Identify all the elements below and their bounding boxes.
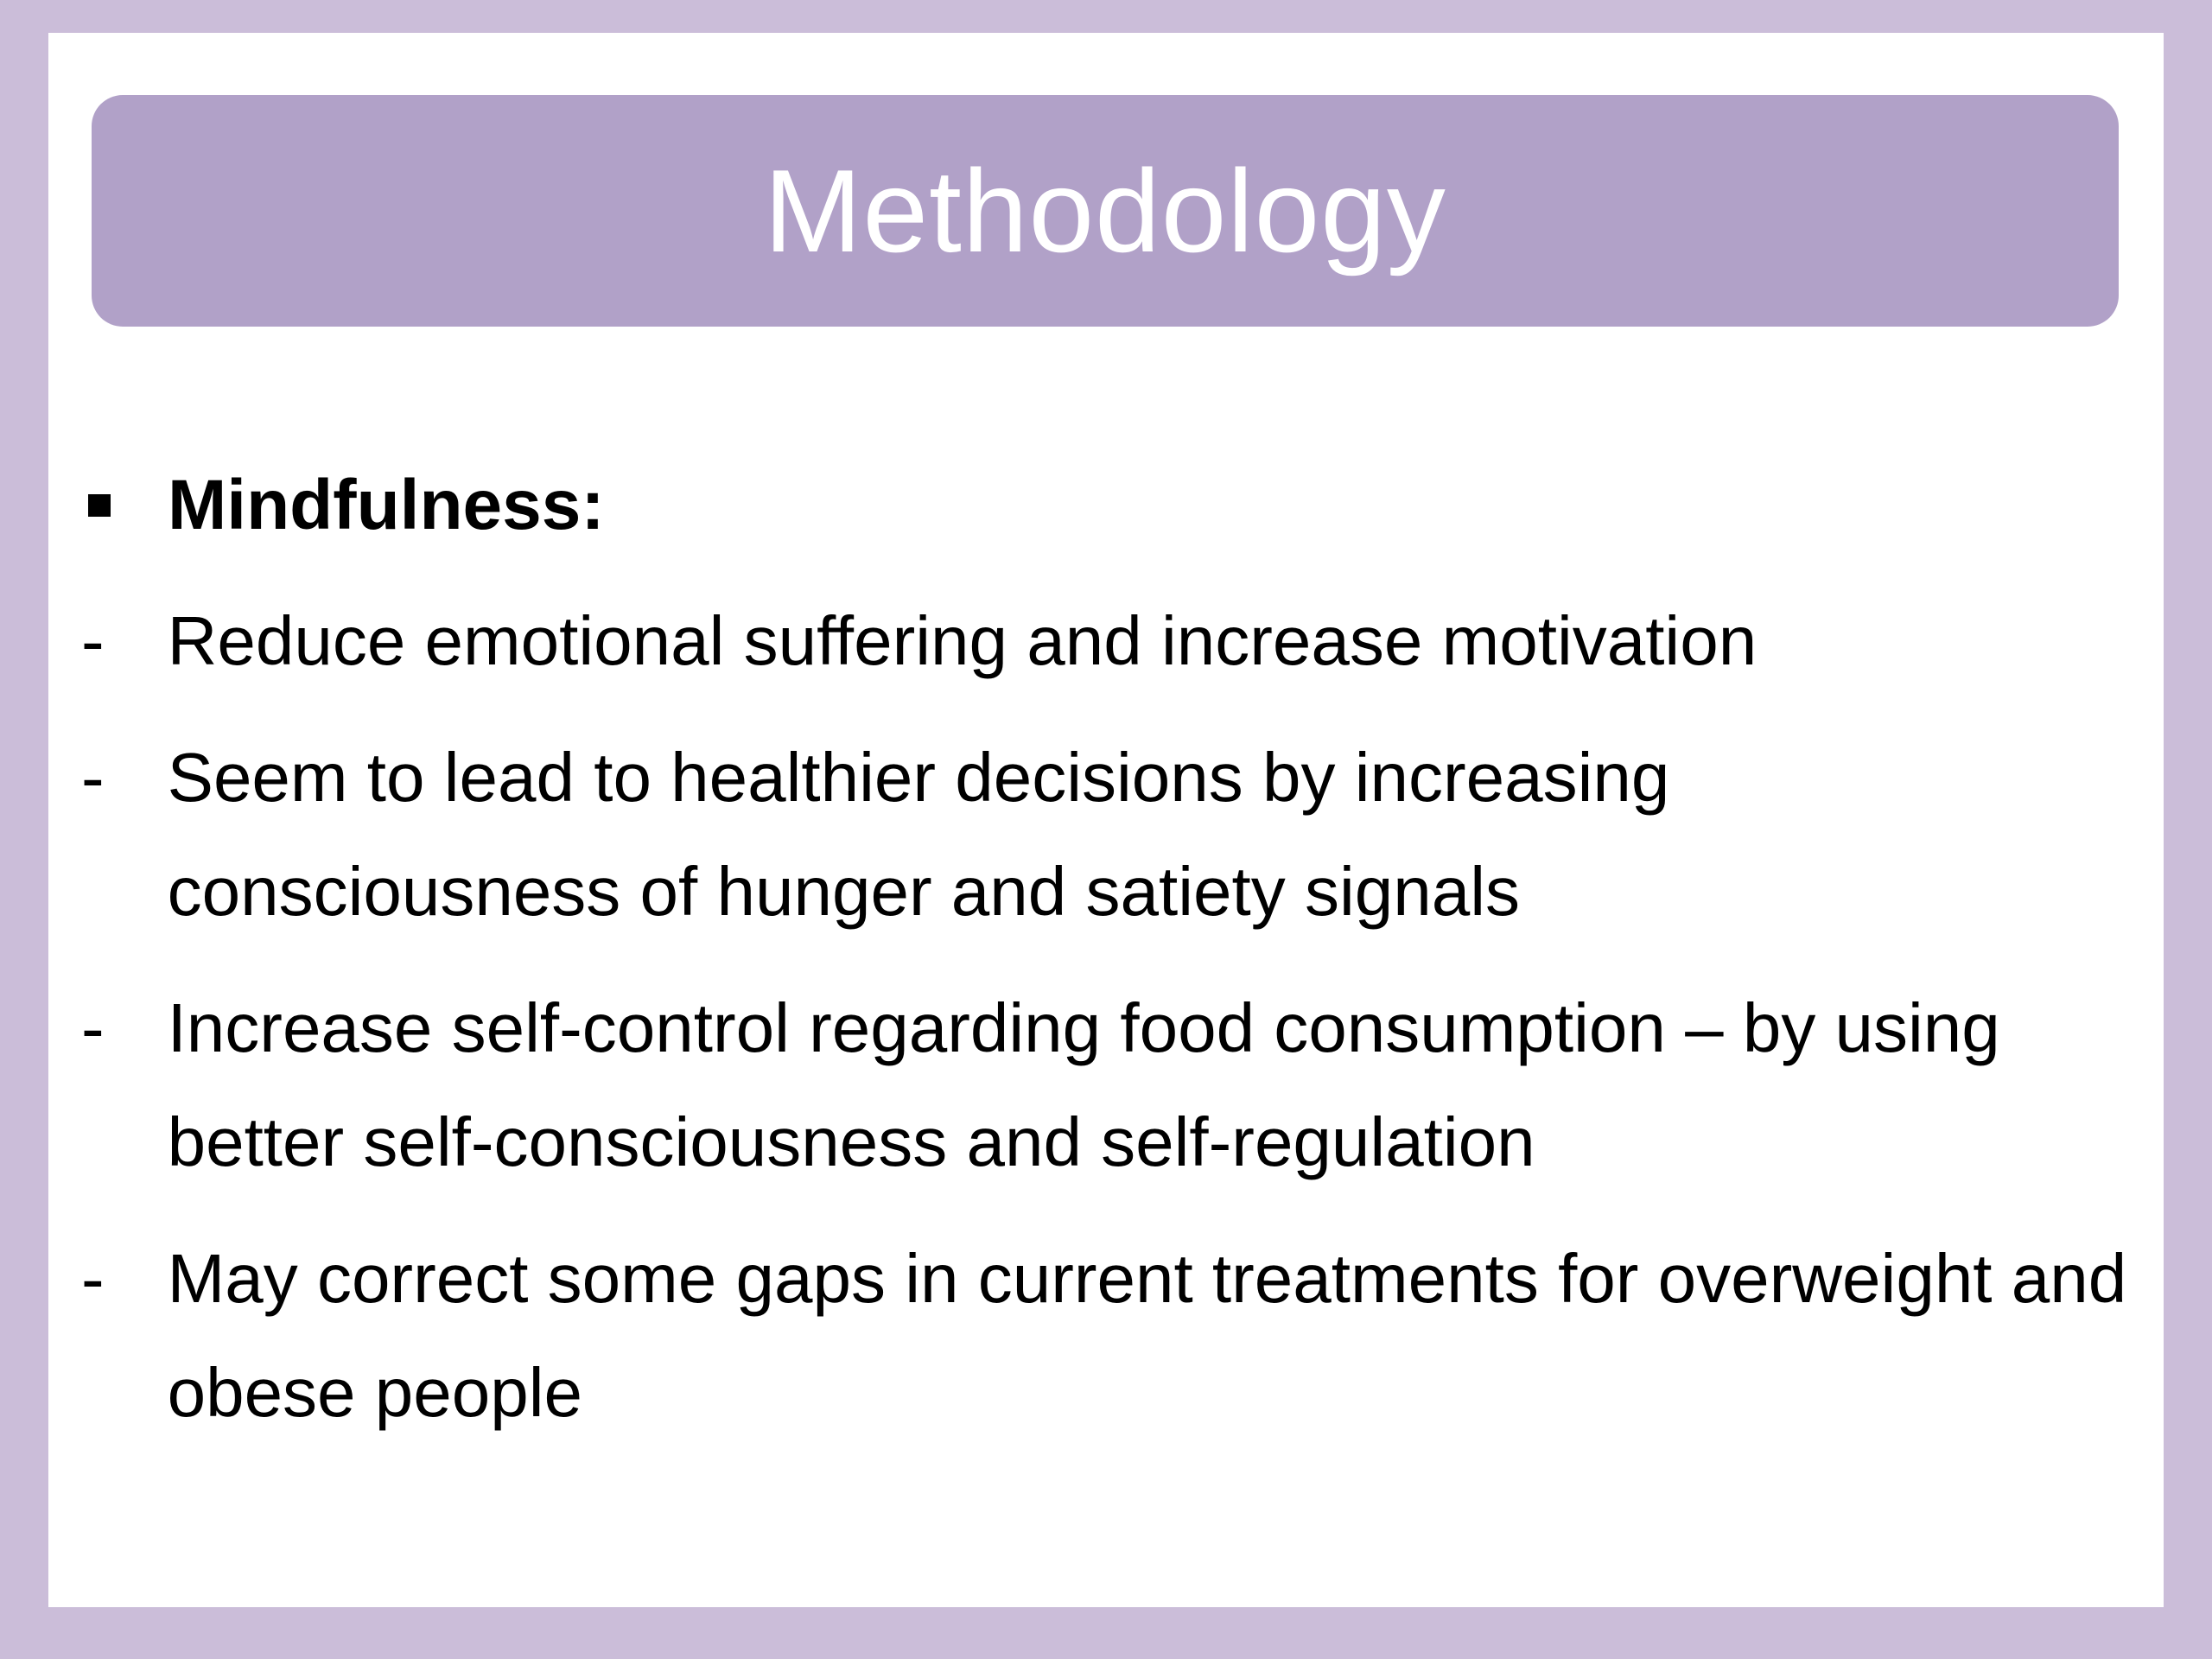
list-item-text: Reduce emotional suffering and increase motivation (167, 602, 1758, 679)
slide-title: Methodology (764, 145, 1446, 276)
section-heading-row (81, 449, 2138, 562)
list-item (81, 971, 2138, 1199)
dash-bullet: - (81, 989, 105, 1066)
dash-bullet: - (81, 739, 105, 816)
list-item-text: May correct some gaps in current treatments for overweight and obese people (167, 1240, 2127, 1431)
dash-bullet: - (81, 1240, 105, 1317)
title-bar (92, 95, 2119, 327)
slide-content (81, 449, 2138, 1450)
list-item-text: Increase self-control regarding food consumption – by using better self-consciousness and self-regulation (167, 989, 2000, 1180)
list-item (81, 584, 2138, 698)
square-bullet-icon (81, 494, 168, 517)
list-item-text: Seem to lead to healthier decisions by increasing consciousness of hunger and satiety signals (167, 739, 1670, 930)
dash-bullet: - (81, 602, 105, 679)
list-item (81, 1222, 2138, 1450)
list-item (81, 721, 2138, 949)
section-heading: Mindfulness: (168, 466, 605, 544)
